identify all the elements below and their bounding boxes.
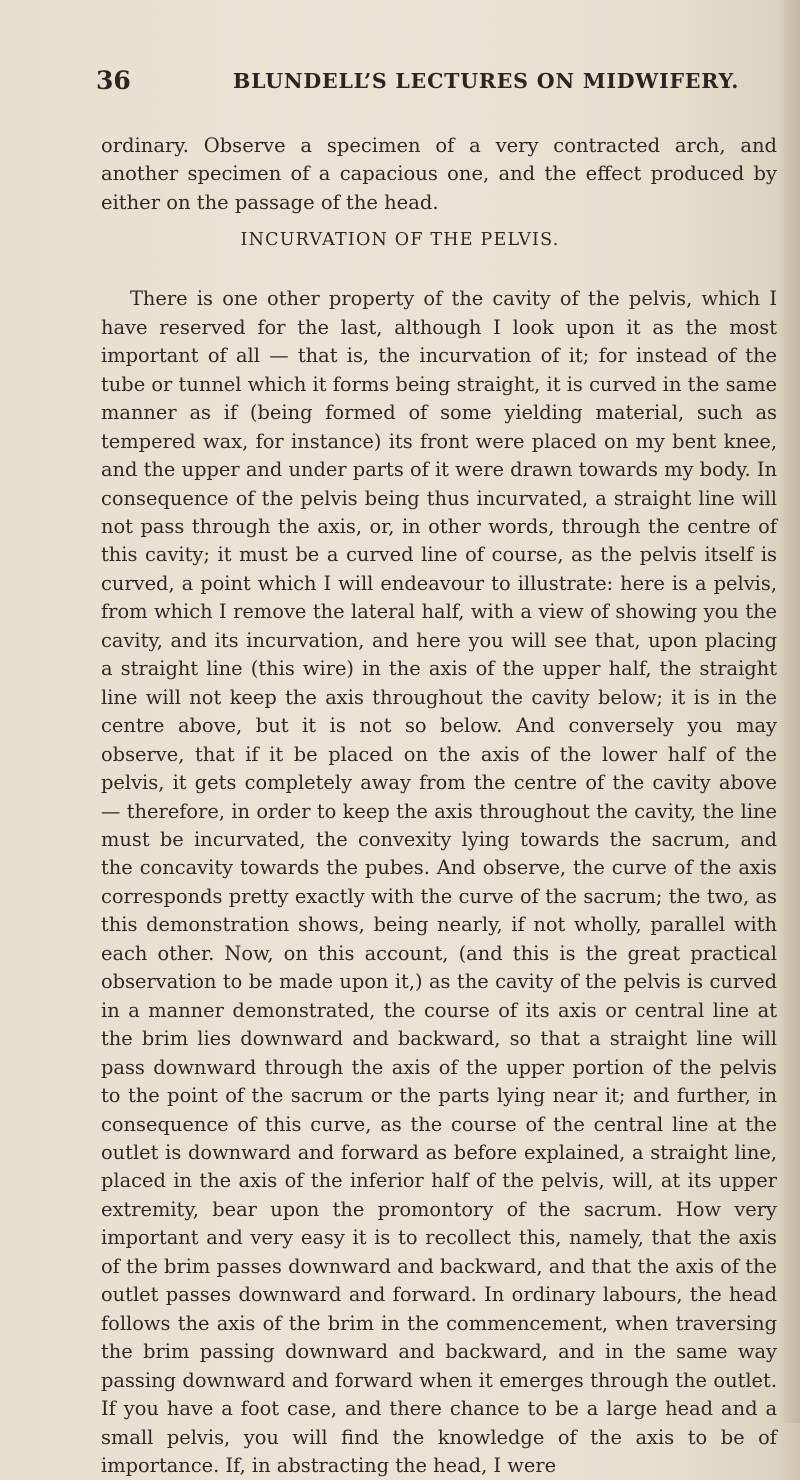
section-heading: INCURVATION OF THE PELVIS.: [240, 230, 560, 250]
running-head: [96, 66, 778, 102]
opening-paragraph: ordinary. Observe a specimen of a very contracted arch, and another specimen of a capacious one, and the effect produced by either on the passage of the head.: [101, 133, 777, 214]
running-title: BLUNDELL’S LECTURES ON MIDWIFERY.: [233, 69, 740, 93]
page-number: 36: [96, 66, 131, 95]
body-paragraph: There is one other property of the cavity of the pelvis, which I have reserved for the last, although I look upon it as the most important of all — that is, the incurvation of it; for instead of the tube or tunnel which it forms being straight, it is curved in the same manner as if (being formed of some yielding material, such as tempered wax, for instance) its front were placed on my bent knee, and the upper and under parts of it were drawn towards my body. In consequence of the pelvis being thus incurvated, a straight line will not pass through the axis, or, in other words, through the centre of this cavity; it must be a curved line of course, as the pelvis itself is curved, a point which I will endeavour to illustrate: here is a pelvis, from which I remove the lateral half, with a view of showing you the cavity, and its incurvation, and here you will see that, upon placing a straight line (this wire) in the axis of the upper half, the straight line will not keep the axis throughout the cavity below; it is in the centre above, but it is not so below. And conversely you may observe, that if it be placed on the axis of the lower half of the pelvis, it gets completely away from the centre of the cavity above — therefore, in order to keep the axis throughout the cavity, the line must be incurvated, the convexity lying towards the sacrum, and the concavity towards the pubes. And observe, the curve of the axis corresponds pretty exactly with the curve of the sacrum; the two, as this demonstration shows, being nearly, if not wholly, parallel with each other. Now, on this account, (and this is the great practical observation to be made upon it,) as the cavity of the pelvis is curved in a manner demonstrated, the course of its axis or central line at the brim lies downward and backward, so that a straight line will pass downward through the axis of the upper portion of the pelvis to the point of the sacrum or the parts lying near it; and further, in consequence of this curve, as the course of the central line at the outlet is downward and forward as before explained, a straight line, placed in the axis of the inferior half of the pelvis, will, at its upper extremity, bear upon the promontory of the sacrum. How very important and very easy it is to recollect this, namely, that the axis of the brim passes downward and backward, and that the axis of the outlet passes downward and forward. In ordinary labours, the head follows the axis of the brim in the commencement, when traversing the brim passing downward and backward, and in the same way passing downward and forward when it emerges through the outlet. If you have a foot case, and there chance to be a large head and a small pelvis, you will find the knowledge of the axis to be of importance. If, in abstracting the head, I were: [101, 287, 777, 1477]
page-edge-shadow: [778, 0, 800, 1423]
